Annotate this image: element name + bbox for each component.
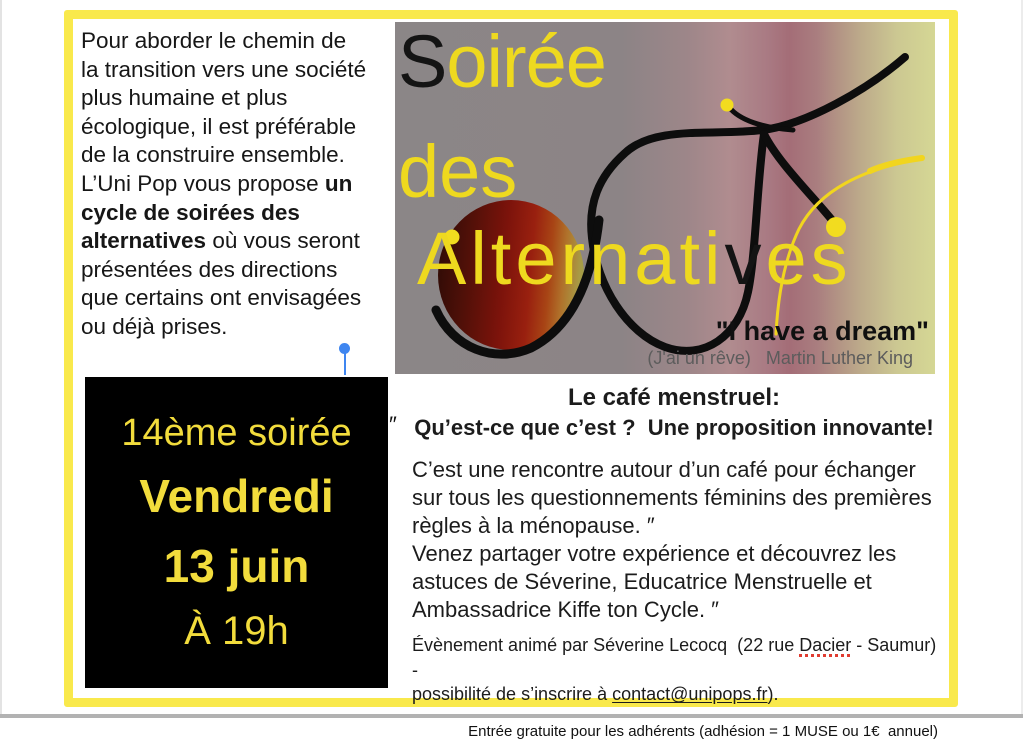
canvas-edge-left: [0, 0, 2, 714]
text-segment: où vous seront: [206, 228, 360, 254]
mlk-quote-subline: [647, 348, 913, 369]
event-day: Vendredi: [139, 469, 334, 522]
swirl-loop-stroke: [591, 57, 905, 351]
text-line: Ambassadrice Kiffe ton Cycle. ″: [412, 597, 719, 622]
cafe-title: Le café menstruel:: [567, 384, 781, 411]
title-initial: S: [398, 20, 447, 103]
session-number: 14ème soirée: [121, 411, 352, 454]
text-line: [81, 56, 391, 85]
mlk-quote-author: Martin Luther King: [765, 348, 913, 368]
text-line: [81, 227, 391, 256]
note-line1-post: - Saumur) -: [412, 635, 942, 680]
note-line1-pre: Évènement animé par Séverine Lecocq (22 rue: [412, 635, 800, 655]
text-segment: que certains ont envisagées: [81, 285, 362, 311]
banner-title-line2: des: [398, 130, 518, 213]
yellow-dot-small: [721, 99, 734, 112]
text-line: [81, 313, 391, 342]
text-segment: Pour aborder le chemin de: [81, 28, 347, 53]
event-date-card: [85, 377, 388, 688]
event-banner: [395, 22, 935, 374]
title-line3-pre: Alternati: [417, 217, 725, 300]
event-note: [412, 633, 942, 707]
intro-paragraph: [81, 27, 391, 342]
banner-title-line3: [417, 217, 852, 300]
text-segment: plus humaine et plus: [81, 85, 288, 111]
text-line: [81, 284, 391, 313]
cafe-subtitle: Qu’est-ce que c’est ? Une proposition innovante!: [414, 415, 934, 440]
event-date: 13 juin: [163, 539, 310, 592]
text-segment: présentées des directions: [81, 256, 338, 282]
stray-quote-mark: ″: [389, 412, 397, 437]
text-line: astuces de Séverine, Educatrice Menstruelle et: [412, 569, 872, 594]
title-line3-v: v: [724, 217, 766, 300]
text-line: Venez partager votre expérience et découvrez les: [412, 541, 897, 566]
cafe-section: [410, 384, 942, 740]
mlk-quote-gap: [751, 348, 766, 368]
title-line1-rest: oirée: [446, 20, 606, 103]
text-line: [81, 199, 391, 228]
text-line: [81, 113, 391, 142]
note-line2-pre: possibilité de s’inscrire à: [412, 684, 613, 704]
admission-footer: Entrée gratuite pour les adhérents (adhésion = 1 MUSE ou 1€ annuel): [468, 722, 938, 740]
cafe-description: [412, 456, 938, 624]
bold-text-segment: alternatives: [81, 228, 207, 254]
yellow-arc-tip: [870, 158, 922, 171]
swirl-tail-stroke: [764, 134, 836, 225]
bold-text-segment: cycle de soirées des: [81, 199, 300, 225]
title-line3-post: es: [765, 217, 852, 300]
text-line: [81, 84, 391, 113]
text-line: C’est une rencontre autour d’un café pour échanger: [412, 457, 916, 482]
bold-text-segment: un: [324, 170, 353, 196]
canvas-edge-bottom: [0, 714, 1023, 718]
text-segment: écologique, il est préférable: [81, 113, 357, 139]
object-anchor-pin-stem[interactable]: [344, 352, 346, 375]
text-segment: L’Uni Pop vous propose: [81, 170, 325, 196]
text-line: [81, 141, 391, 170]
note-line2-post: ).: [767, 684, 779, 704]
text-line: règles à la ménopause. ″: [412, 513, 655, 538]
banner-title-line1: [398, 20, 606, 103]
event-time: À 19h: [184, 608, 289, 653]
misspelled-word: Dacier: [799, 635, 852, 655]
text-segment: la transition vers une société: [81, 56, 367, 82]
email-link[interactable]: contact@unipops.fr: [612, 684, 768, 704]
text-line: [81, 170, 391, 199]
mlk-quote: "I have a dream": [715, 316, 929, 346]
text-segment: de la construire ensemble.: [81, 142, 345, 168]
object-anchor-pin-icon[interactable]: [339, 343, 350, 354]
text-segment: ou déjà prises.: [81, 313, 228, 339]
text-line: [81, 256, 391, 285]
mlk-quote-translation: (J'ai un rêve): [647, 348, 751, 368]
text-line: [81, 27, 391, 56]
text-line: sur tous les questionnements féminins des premières: [412, 485, 932, 510]
